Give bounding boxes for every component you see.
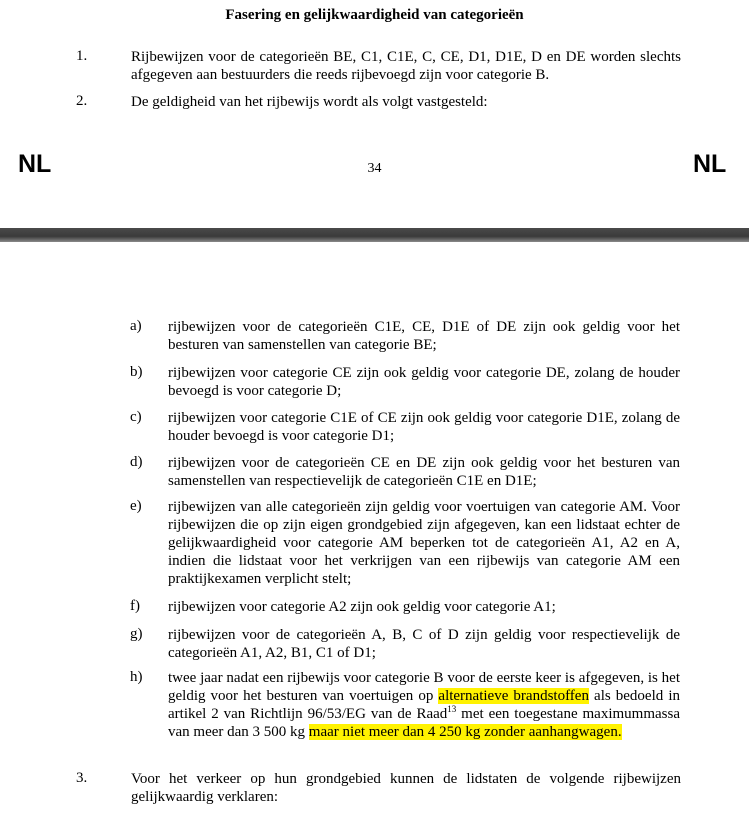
paragraph-2-text: De geldigheid van het rijbewijs wordt als volgt vastgesteld: (131, 94, 488, 110)
item-h-text-1: twee jaar nadat een rijbewijs voor categorie B voor de eerste keer is afgegeven, is het geldig voor het besturen van voertuigen op (168, 670, 680, 704)
list-item-label: f) (130, 598, 140, 614)
paragraph-1-number: 1. (76, 48, 88, 64)
list-item-label: g) (130, 626, 143, 642)
previous-page-bottom (0, 0, 749, 228)
language-tag-right: NL (693, 150, 727, 178)
footnote-reference: 13 (447, 704, 457, 714)
item-h-text-3: met een toegestane maximummassa van meer dan 3 500 kg (168, 706, 680, 740)
list-item-text: rijbewijzen voor categorie CE zijn ook geldig voor categorie DE, zolang de houder bevoegd is voor categorie D; (168, 365, 680, 399)
page-divider (0, 228, 749, 242)
list-item-label: e) (130, 498, 142, 514)
highlight-weight-limit: maar niet meer dan 4 250 kg zonder aanhangwagen. (308, 724, 622, 740)
list-item-label: a) (130, 318, 142, 334)
item-h-text-2: als bedoeld in artikel 2 van Richtlijn 96/53/EG van de Raad (168, 688, 680, 722)
highlight-alternative-fuels: alternatieve brandstoffen (438, 688, 589, 704)
list-item-text: rijbewijzen voor de categorieën A, B, C of D zijn geldig voor respectievelijk de categorieën A1, A2, B1, C1 of D1; (168, 627, 680, 661)
paragraph-1-text: Rijbewijzen voor de categorieën BE, C1, C1E, C, CE, D1, D1E, D en DE worden slechts afgegeven aan bestuurders die reeds rijbevoegd zijn voor categorie B. (131, 49, 681, 83)
list-item-text: rijbewijzen voor de categorieën CE en DE zijn ook geldig voor het besturen van samenstellen van respectievelijk de categorieën C1E en D1E; (168, 455, 680, 489)
paragraph-3-number: 3. (76, 770, 88, 786)
list-item-text: rijbewijzen voor categorie C1E of CE zijn ook geldig voor categorie D1E, zolang de houder bevoegd is voor categorie D1; (168, 410, 680, 444)
list-item-label: d) (130, 454, 143, 470)
list-item-text (168, 669, 680, 741)
list-item-text: rijbewijzen van alle categorieën zijn geldig voor voertuigen van categorie AM. Voor rijbewijzen die op zijn eigen grondgebied zijn afgegeven, kan een lidstaat echter de gelijkwaardigheid voor categorie AM beperken tot de categorieën A1, A2 en A, indien die lidstaat voor het verkrijgen van een rijbewijs van categorie AM een praktijkexamen verplicht stelt; (168, 499, 680, 587)
list-item-text: rijbewijzen voor categorie A2 zijn ook geldig voor categorie A1; (168, 599, 556, 615)
language-tag-left: NL (18, 150, 52, 178)
paragraph-3-text: Voor het verkeer op hun grondgebied kunnen de lidstaten de volgende rijbewijzen gelijkwaardig verklaren: (131, 771, 681, 805)
list-item-label: c) (130, 409, 142, 425)
list-item-label: b) (130, 364, 143, 380)
section-title: Fasering en gelijkwaardigheid van categorieën (225, 7, 524, 23)
list-item-text: rijbewijzen voor de categorieën C1E, CE, D1E of DE zijn ook geldig voor het besturen van samenstellen van categorie BE; (168, 319, 680, 353)
paragraph-2-number: 2. (76, 93, 88, 109)
list-item-label: h) (130, 669, 143, 685)
page-number: 34 (367, 161, 382, 176)
